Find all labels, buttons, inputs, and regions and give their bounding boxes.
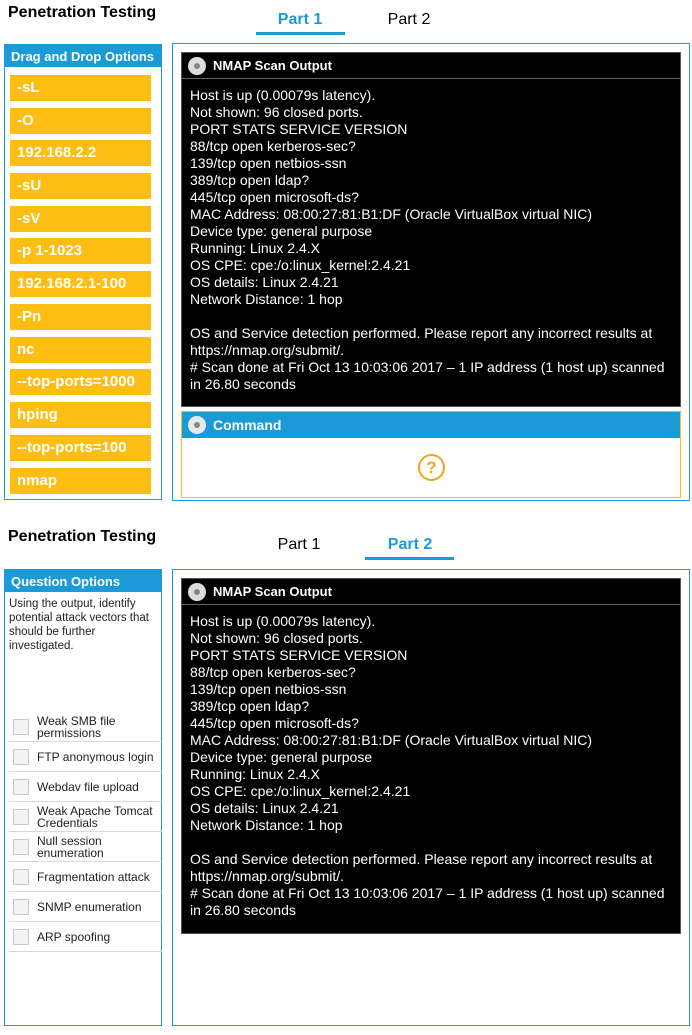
option-Pn[interactable]: -Pn [10,304,151,330]
question-label: Weak SMB file permissions [37,713,116,740]
active-tab-indicator [365,557,454,560]
output-panel [172,43,690,501]
disc-icon [188,57,206,75]
checkbox-icon[interactable] [13,929,29,945]
question-row[interactable] [9,772,162,802]
checkbox-icon[interactable] [13,749,29,765]
option-sL[interactable]: -sL [10,75,151,101]
checkbox-icon[interactable] [13,809,29,825]
question-row[interactable] [9,802,162,832]
checkbox-icon[interactable] [13,779,29,795]
output-header [182,53,680,79]
question-options-panel [4,569,162,1026]
option-ip-range[interactable]: 192.168.2.1-100 [10,271,151,297]
option-nc[interactable]: nc [10,337,151,363]
checkbox-icon[interactable] [13,839,29,855]
option-top-ports-1000[interactable]: --top-ports=1000 [10,369,151,395]
option-top-ports-100[interactable]: --top-ports=100 [10,435,151,461]
output-title: NMAP Scan Output [213,58,332,73]
tab-part-2[interactable]: Part 2 [387,11,431,28]
question-row[interactable] [9,832,162,862]
page-title: Penetration Testing [8,4,157,21]
question-intro: Using the output, identify potential attack vectors that should be further investigated. [9,598,149,652]
nmap-output-box [181,578,681,934]
options-header: Drag and Drop Options [5,45,161,67]
option-sV[interactable]: -sV [10,206,151,232]
question-label: Null session enumeration [37,833,104,860]
nmap-output-box [181,52,681,407]
active-tab-indicator [256,32,345,35]
question-row[interactable] [9,742,162,772]
options-header: Question Options [5,570,161,592]
question-row[interactable] [9,862,162,892]
nmap-output-text: Host is up (0.00079s latency). Not shown: 96 closed ports. PORT STATS SERVICE VERSION 88/tcp open kerberos-sec? 139/tcp open netbios-ssn 389/tcp open ldap? 445/tcp open microsoft-ds? MAC Address: 08:00:27:81:B1:DF (Oracle VirtualBox virtual NIC) Device type: general purpose Running: Linux 2.4.X OS CPE: cpe:/o:linux_kernel:2.4.21 OS details: Linux 2.4.21 Network Distance: 1 hop OS and Service detection performed. Please report any incorrect results at https://nmap.org/submit/. # Scan done at Fri Oct 13 10:03:06 2017 – 1 IP address (1 host up) scanned in 26.80 seconds [190,87,665,392]
option-O[interactable]: -O [10,108,151,134]
part1-panel [0,0,692,510]
question-label: ARP spoofing [37,929,111,944]
page-title: Penetration Testing [8,528,157,545]
nmap-output-text: Host is up (0.00079s latency). Not shown: 96 closed ports. PORT STATS SERVICE VERSION 88/tcp open kerberos-sec? 139/tcp open netbios-ssn 389/tcp open ldap? 445/tcp open microsoft-ds? MAC Address: 08:00:27:81:B1:DF (Oracle VirtualBox virtual NIC) Device type: general purpose Running: Linux 2.4.X OS CPE: cpe:/o:linux_kernel:2.4.21 OS details: Linux 2.4.21 Network Distance: 1 hop OS and Service detection performed. Please report any incorrect results at https://nmap.org/submit/. # Scan done at Fri Oct 13 10:03:06 2017 – 1 IP address (1 host up) scanned in 26.80 seconds [190,613,665,918]
disc-icon [188,416,206,434]
question-label: FTP anonymous login [37,749,154,764]
checkbox-icon[interactable] [13,719,29,735]
option-nmap[interactable]: nmap [10,468,151,494]
output-title: NMAP Scan Output [213,584,332,599]
checkbox-icon[interactable] [13,869,29,885]
output-panel [172,569,690,1026]
output-header [182,579,680,605]
option-hping[interactable]: hping [10,402,151,428]
option-ip-192-168-2-2[interactable]: 192.168.2.2 [10,140,151,166]
question-label: Fragmentation attack [37,869,150,884]
tab-part-1[interactable]: Part 1 [277,536,321,553]
question-row[interactable] [9,892,162,922]
checkbox-icon[interactable] [13,899,29,915]
disc-icon [188,583,206,601]
tab-part-1[interactable]: Part 1 [277,11,323,28]
question-row[interactable] [9,712,162,742]
question-row[interactable] [9,922,162,952]
help-icon[interactable]: ? [418,454,445,481]
part2-panel [0,522,692,1035]
question-label: SNMP enumeration [37,899,142,914]
command-header [182,412,680,438]
option-sU[interactable]: -sU [10,173,151,199]
command-drop-area[interactable] [181,411,681,498]
tab-part-2[interactable]: Part 2 [387,536,433,553]
command-title: Command [213,417,282,433]
question-label: Webdav file upload [37,779,139,794]
option-port-range[interactable]: -p 1-1023 [10,238,151,264]
question-label: Weak Apache Tomcat Credentials [37,803,153,830]
